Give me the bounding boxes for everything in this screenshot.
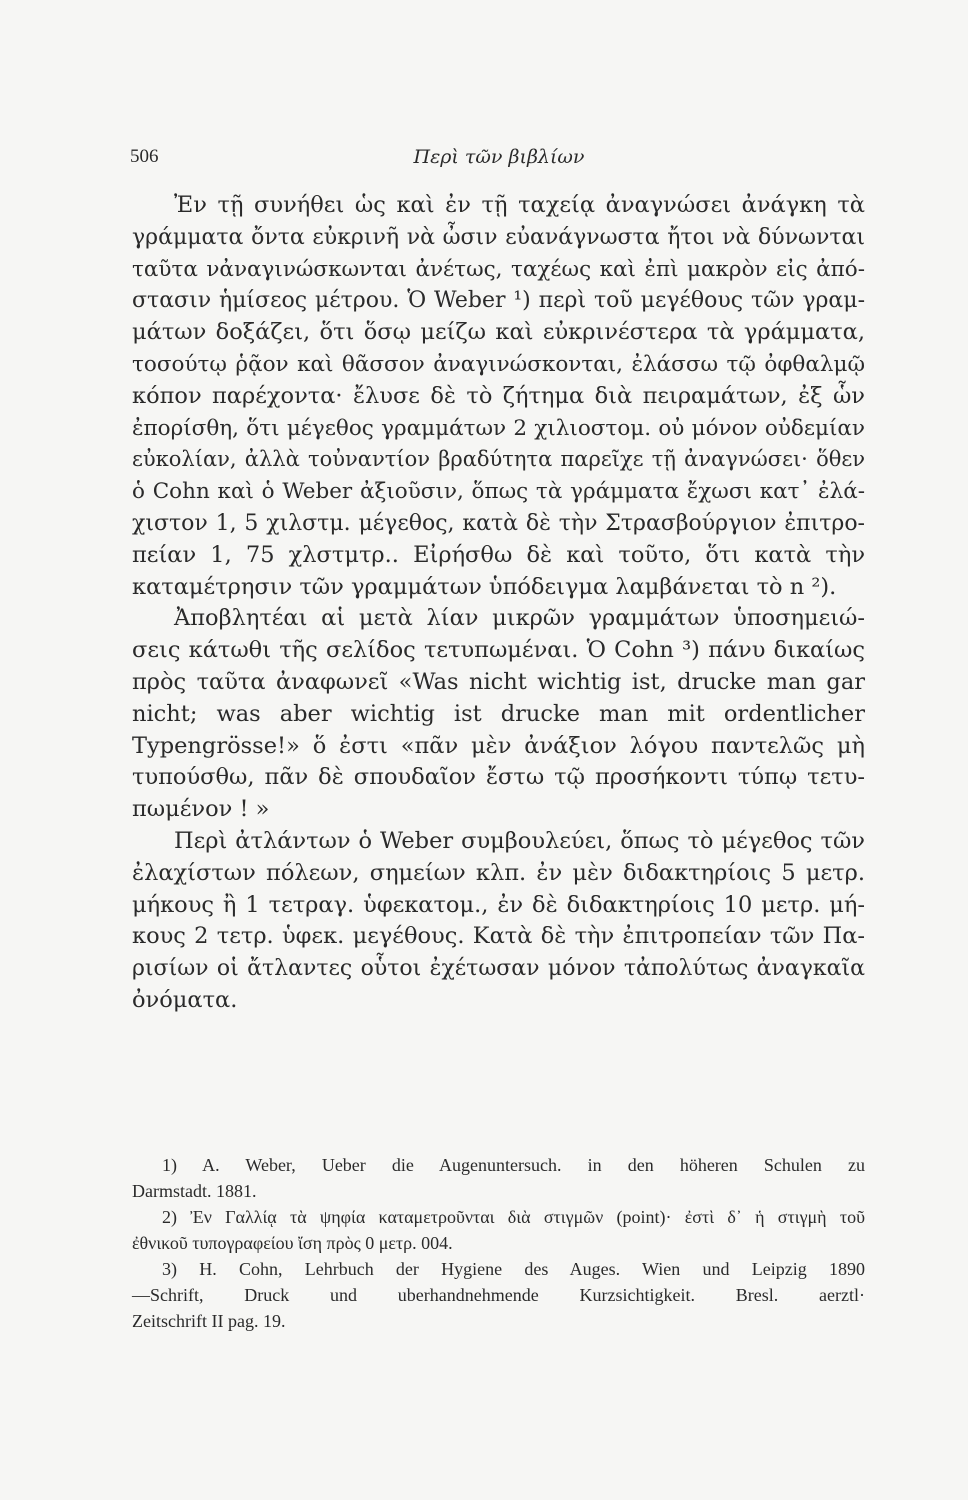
text-line: καταμέτρησιν τῶν γραμμάτων ὑπόδειγμα λαμβάνεται τὸ n ²). [132, 573, 837, 600]
text-line: πρὸς ταῦτα ἀναφωνεῖ «Was nicht wichtig ist, drucke man gar [132, 668, 865, 695]
text-line: nicht; was aber wichtig ist drucke man mit ordentlicher [132, 700, 865, 727]
text-line: πωμένον ! » [132, 796, 270, 823]
text-line: εὐκολίαν, ἀλλὰ τοὐναντίον βραδύτητα παρεῖχε τῇ ἀναγνώσει· ὅθεν [132, 447, 865, 472]
text-line: μάτων δοξάζει, ὅτι ὅσῳ μείζω καὶ εὐκρινέστερα τὰ γράμματα, [132, 319, 865, 346]
page-number: 506 [130, 146, 159, 167]
text-line: ἐπορίσθη, ὅτι μέγεθος γραμμάτων 2 χιλιοστομ. οὐ μόνον οὐδεμίαν [132, 415, 865, 441]
text-line: στασιν ἡμίσεος μέτρου. Ὁ Weber ¹) περὶ τοῦ μεγέθους τῶν γραμ- [132, 288, 865, 314]
text-line: σεις κάτωθι τῆς σελίδος τετυπωμέναι. Ὁ Cohn ³) πάνυ δικαίως [132, 637, 865, 664]
footnote-line: 1) A. Weber, Ueber die Augenuntersuch. in den höheren Schulen zu [162, 1155, 865, 1175]
text-line: χιστον 1, 5 χιλστμ. μέγεθος, κατὰ δὲ τὴν Στρασβούργιον ἐπιτρο- [132, 510, 865, 536]
text-line: Typengrösse!» ὅ ἐστι «πᾶν μὲν ἀνάξιον λόγου παντελῶς μὴ [132, 732, 865, 759]
text-line: κους 2 τετρ. ὑφεκ. μεγέθους. Κατὰ δὲ τὴν ἐπιτροπείαν τῶν Πα- [132, 923, 865, 950]
footnote-line: ἐθνικοῦ τυπογραφείου ἴση πρὸς 0 μετρ. 004. [132, 1233, 453, 1253]
text-line: μήκους ἢ 1 τετραγ. ὑφεκατομ., ἐν δὲ διδακτηρίοις 10 μετρ. μή- [132, 891, 865, 918]
footnote-line: Zeitschrift II pag. 19. [132, 1311, 286, 1331]
footnote-line: Darmstadt. 1881. [132, 1181, 257, 1201]
text-line: ὀνόματα. [132, 986, 238, 1013]
text-line: τοσούτῳ ῥᾷον καὶ θᾶσσον ἀναγινώσκονται, ἐλάσσω τῷ ὀφθαλμῷ [132, 351, 865, 377]
footnote-line: 3) H. Cohn, Lehrbuch der Hygiene des Auges. Wien und Leipzig 1890 [162, 1259, 865, 1279]
page-header [130, 146, 868, 176]
text-line: τυπούσθω, πᾶν δὲ σπουδαῖον ἔστω τῷ προσήκοντι τύπῳ τετυ- [132, 764, 865, 791]
text-line: Περὶ ἀτλάντων ὁ Weber συμβουλεύει, ὅπως τὸ μέγεθος τῶν [174, 827, 865, 854]
text-line: ταῦτα νἀναγινώσκωνται ἀνέτως, ταχέως καὶ ἐπὶ μακρὸν εἰς ἀπό- [132, 256, 865, 282]
text-line: Ἐν τῇ συνήθει ὡς καὶ ἐν τῇ ταχείᾳ ἀναγνώσει ἀνάγκη τὰ [174, 192, 865, 218]
footnote-line: 2) Ἐν Γαλλίᾳ τὰ ψηφία καταμετροῦνται διὰ στιγμῶν (point)· ἐστὶ δ᾽ ἡ στιγμὴ τοῦ [162, 1207, 865, 1227]
text-line: πείαν 1, 75 χλστμτρ.. Εἰρήσθω δὲ καὶ τοῦτο, ὅτι κατὰ τὴν [132, 541, 865, 568]
running-title: Περὶ τῶν βιβλίων [413, 146, 585, 168]
body-text [132, 190, 865, 1017]
footnotes [132, 1152, 865, 1334]
text-line: κόπον παρέχοντα· ἔλυσε δὲ τὸ ζήτημα διὰ πειραμάτων, ἐξ ὧν [132, 382, 865, 409]
text-line: ὁ Cohn καὶ ὁ Weber ἀξιοῦσιν, ὅπως τὰ γράμματα ἔχωσι κατ᾽ ἐλά- [132, 479, 865, 505]
text-line: γράμματα ὄντα εὐκρινῆ νὰ ὦσιν εὐανάγνωστα ἤτοι νὰ δύνωνται [132, 224, 865, 250]
footnote-line: —Schrift, Druck und uberhandnehmende Kurzsichtigkeit. Bresl. aerztl· [132, 1285, 865, 1305]
text-line: Ἀποβλητέαι αἱ μετὰ λίαν μικρῶν γραμμάτων ὑποσημειώ- [174, 605, 865, 632]
text-line: ἐλαχίστων πόλεων, σημείων κλπ. ἐν μὲν διδακτηρίοις 5 μετρ. [132, 859, 865, 886]
text-line: ρισίων οἱ ἄτλαντες οὗτοι ἐχέτωσαν μόνον τἀπολύτως ἀναγκαῖα [132, 956, 865, 982]
